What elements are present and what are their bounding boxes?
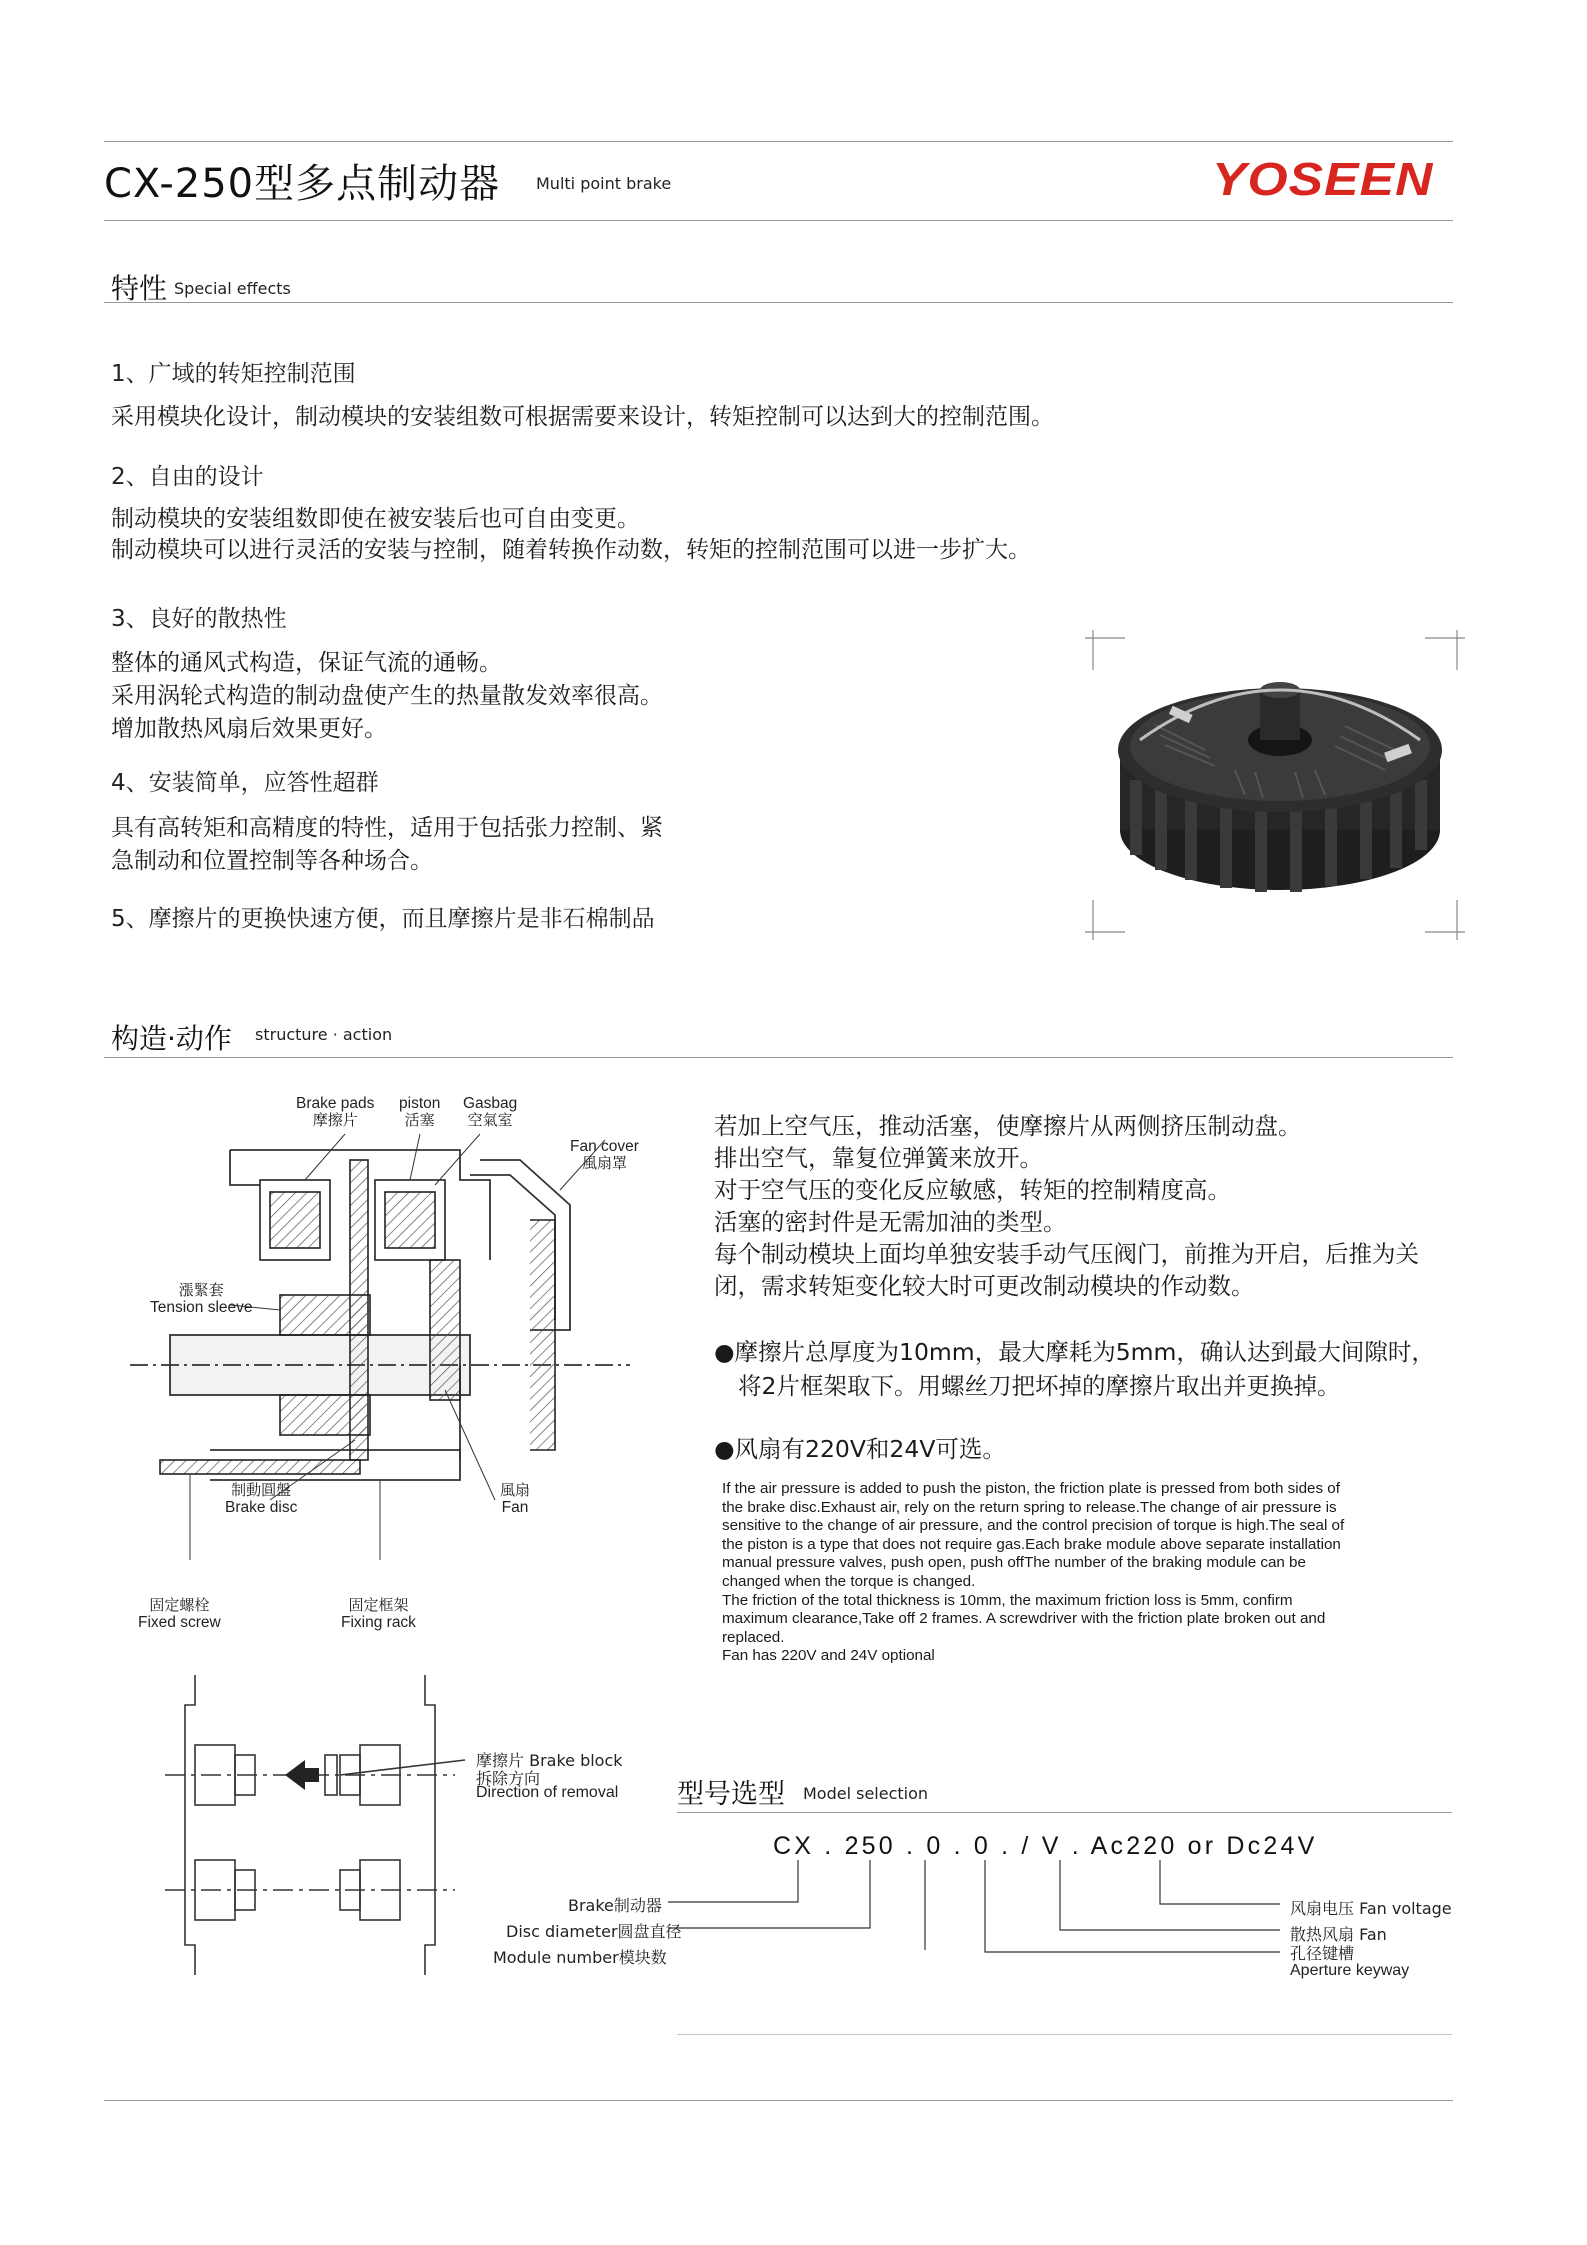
model-code: CX . 250 . 0 . 0 . / V . Ac220 or Dc24V	[773, 1832, 1318, 1860]
model-heading-en: Model selection	[803, 1784, 929, 1803]
removal-diagram	[165, 1675, 455, 1975]
feature-text: 制动模块可以进行灵活的安装与控制，随着转换作动数，转矩的控制范围可以进一步扩大。	[111, 537, 1031, 563]
feature-text: 具有高转矩和高精度的特性，适用于包括张力控制、紧	[111, 815, 663, 841]
features-rule	[104, 302, 1453, 303]
structure-description-zh: 若加上空气压，推动活塞，使摩擦片从两侧挤压制动盘。 排出空气，靠复位弹簧来放开。 对于空气压的变化反应敏感，转矩的控制精度高。 活塞的密封件是无需加油的类型。 每个制动模块上面均单独安装手动气压阀门，前推为开启，后推为关 闭，需求转矩变化较大时可更改制动模块的作动数。	[714, 1112, 1419, 1300]
label-tension-sleeve: 漲緊套 Tension sleeve	[150, 1281, 253, 1316]
model-heading: 型号选型	[677, 1779, 785, 1810]
feature-text: 制动模块的安装组数即使在被安装后也可自由变更。	[111, 506, 640, 532]
product-photo	[1085, 630, 1465, 940]
structure-heading: 构造·动作	[111, 1022, 232, 1055]
model-label-fan-voltage: 风扇电压 Fan voltage	[1290, 1899, 1452, 1918]
model-rule	[677, 1812, 1452, 1813]
label-fan-cover: Fan cover 風扇罩	[570, 1138, 639, 1172]
label-gasbag: Gasbag 空氣室	[463, 1095, 518, 1129]
label-piston: piston 活塞	[399, 1095, 441, 1129]
label-removal-en: Direction of removal	[476, 1784, 619, 1801]
model-label-module: Module number模块数	[493, 1948, 667, 1967]
label-brake-disc: 制動圓盤 Brake disc	[225, 1481, 298, 1516]
model-label-aperture-zh: 孔径键槽	[1290, 1944, 1355, 1963]
brand-logo: YOSEEN	[1212, 153, 1434, 205]
feature-title: 3、良好的散热性	[111, 606, 287, 632]
label-brake-block: 摩擦片 Brake block	[476, 1751, 623, 1770]
structure-rule	[104, 1057, 1453, 1058]
features-heading-en: Special effects	[174, 279, 291, 298]
model-label-fan: 散热风扇 Fan	[1290, 1925, 1387, 1944]
label-fan: 風扇 Fan	[500, 1481, 531, 1516]
model-label-aperture-en: Aperture keyway	[1290, 1962, 1410, 1979]
feature-text: 采用涡轮式构造的制动盘使产生的热量散发效率很高。	[111, 683, 663, 709]
feature-text: 增加散热风扇后效果更好。	[111, 716, 387, 742]
cross-section-diagram	[130, 1120, 650, 1590]
feature-text: 整体的通风式构造，保证气流的通畅。	[111, 650, 502, 676]
header-rule	[104, 220, 1453, 221]
feature-title: 2、自由的设计	[111, 464, 264, 490]
label-brake-pads: Brake pads 摩擦片	[296, 1095, 375, 1129]
feature-title: 5、摩擦片的更换快速方便，而且摩擦片是非石棉制品	[111, 906, 655, 932]
features-heading: 特性	[111, 272, 168, 305]
label-removal-zh: 拆除方向	[476, 1769, 541, 1788]
page-title: CX-250型多点制动器	[104, 161, 501, 207]
label-fixed-screw: 固定螺栓 Fixed screw	[138, 1596, 221, 1631]
feature-title: 4、安装简单，应答性超群	[111, 770, 379, 796]
model-label-disc: Disc diameter圆盘直径	[506, 1922, 682, 1941]
structure-heading-en: structure · action	[255, 1025, 393, 1044]
footer-rule	[104, 2100, 1453, 2101]
top-rule	[104, 141, 1453, 142]
model-bottom-rule	[677, 2034, 1452, 2035]
feature-text: 采用模块化设计，制动模块的安装组数可根据需要来设计，转矩控制可以达到大的控制范围。	[111, 404, 1054, 430]
feature-title: 1、广域的转矩控制范围	[111, 361, 356, 387]
bullet-friction: ●摩擦片总厚度为10mm，最大摩耗为5mm，确认达到最大间隙时， 将2片框架取下。用螺丝刀把坏掉的摩擦片取出并更换掉。	[714, 1338, 1435, 1400]
model-label-brake: Brake制动器	[568, 1896, 662, 1915]
model-leader-lines	[660, 1860, 1310, 1950]
page-subtitle: Multi point brake	[536, 174, 672, 193]
feature-text: 急制动和位置控制等各种场合。	[111, 848, 433, 874]
structure-description-en: If the air pressure is added to push the piston, the friction plate is pressed from both sides of the brake disc.Exhaust air, rely on the return spring to release.The change of air pressure is sensitive to the change of air pressure, and the control precision of torque is high.The seal of the piston is a type that does not require gas.Each brake module above separate installation manual pressure valves, push open, push offThe number of the braking module can be changed when the torque is changed. The friction of the total thickness is 10mm, the maximum friction loss is 5mm, confirm maximum clearance,Take off 2 frames. A screwdriver with the friction plate broken out and replaced. Fan has 220V and 24V optional	[722, 1480, 1345, 1665]
label-fixing-rack: 固定框架 Fixing rack	[341, 1596, 416, 1631]
bullet-fan: ●风扇有220V和24V可选。	[714, 1435, 1006, 1463]
